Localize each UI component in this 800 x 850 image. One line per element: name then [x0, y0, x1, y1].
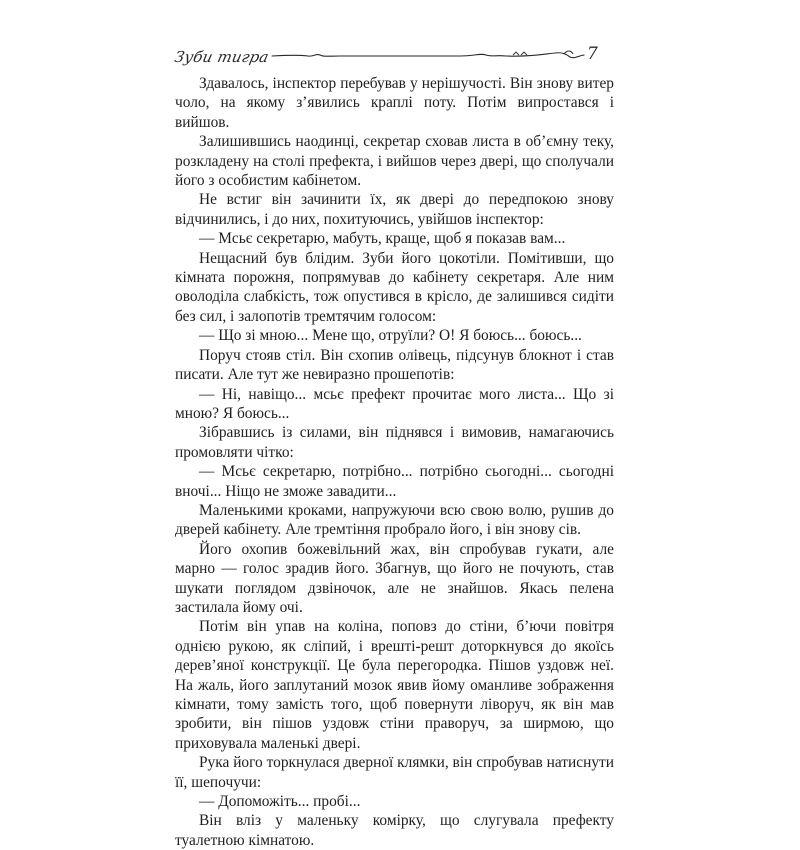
- paragraph: Його охопив божевільний жах, він спробував гукати, але марно — голос зрадив його. Збагнув, що його не почують, став шукати поглядом дзвіночок, але не знайшов. Якась пелена застилала йому очі.: [175, 540, 614, 616]
- paragraph: Поруч стояв стіл. Він схопив олівець, підсунув блокнот і став писати. Але тут же невиразно прошепотів:: [175, 346, 614, 384]
- body-text: [175, 74, 614, 850]
- paragraph: Не встиг він зачинити їх, як двері до передпокою знову відчинились, і до них, похитуючись, увійшов інспектор:: [175, 191, 614, 228]
- dialogue-line: — Мсьє секретарю, потрібно... потрібно сьогодні... сьогодні вночі... Ніщо не зможе завадити...: [175, 463, 614, 500]
- running-title: Зуби тигра: [173, 48, 271, 66]
- paragraph: Потім він упав на коліна, поповз до стіни, б’ючи повітря однією рукою, як сліпий, і врешті-решт доторкнувся до якоїсь дерев’яної конструкції. Це була перегородка. Пішов уздовж неї. На жаль, його заплутаний мозок явив йому оманливе зображення кімнати, тому замість того, щоб повернути ліворуч, як він мав зробити, він пішов уздовж стіни праворуч, за ширмою, що приховувала маленькі двері.: [175, 618, 614, 752]
- dialogue-line: — Що зі мною... Мене що, отруїли? О! Я боюсь... боюсь...: [199, 327, 582, 345]
- paragraph: Маленькими кроками, напружуючи всю свою волю, рушив до дверей кабінету. Але тремтіння пробрало його, і він знову сів.: [175, 501, 614, 539]
- paragraph: Зібравшись із силами, він піднявся і вимовив, намагаючись промовляти чітко:: [175, 424, 614, 461]
- dialogue-line: — Мсьє секретарю, мабуть, краще, щоб я показав вам...: [199, 230, 566, 248]
- page-number: 7: [587, 44, 598, 64]
- paragraph: Він вліз у маленьку комірку, що слугувала префекту туалетною кімнатою.: [175, 812, 614, 849]
- paragraph: Залишившись наодинці, секретар сховав листа в об’ємну теку, розкладену на столі префекта, і вийшов через двері, що сполучали його з особистим кабінетом.: [175, 133, 614, 190]
- paragraph: Нещасний був блідим. Зуби його цокотіли. Помітивши, що кімната порожня, попрямував до кабінету секретаря. Але ним оволоділа слабкість, тож опустився в крісло, де залишився сидіти без сил, і залопотів тремтячим голосом:: [175, 249, 614, 325]
- paragraph: Рука його торкнулася дверної клямки, він спробував натиснути її, шепочучи:: [175, 754, 614, 791]
- paragraph: Здавалось, інспектор перебував у нерішучості. Він знову витер чоло, на якому з’явились краплі поту. Потім випростався і вийшов.: [175, 75, 614, 131]
- dialogue-line: — Допоможіть... пробі...: [199, 793, 361, 811]
- header-ornament-line: [270, 46, 590, 64]
- dialogue-line: — Ні, навіщо... мсьє префект прочитає мого листа... Що зі мною? Я боюсь...: [175, 385, 614, 422]
